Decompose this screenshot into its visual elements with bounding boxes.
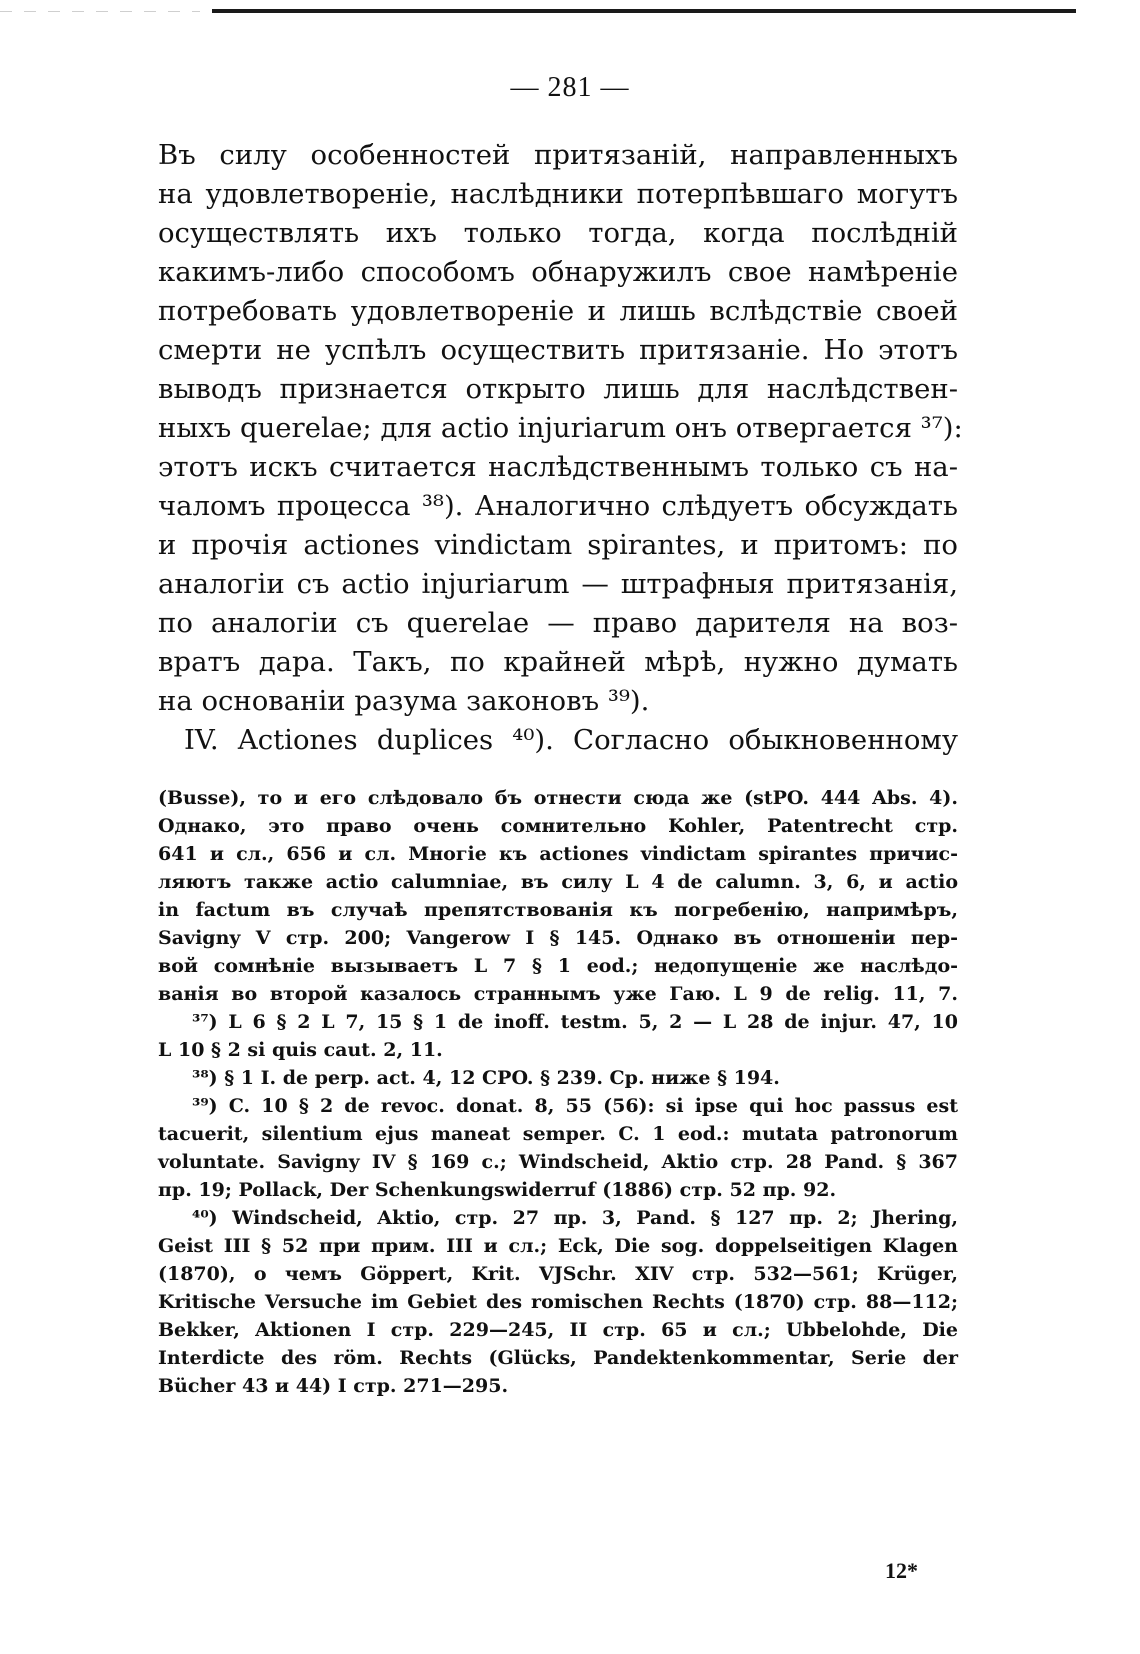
main-line: осуществлять ихъ только тогда, когда послѣдній xyxy=(158,217,958,249)
footnote-line: Savigny V стр. 200; Vangerow I § 145. Однако въ отношеніи пер- xyxy=(158,927,958,949)
main-line: какимъ-либо способомъ обнаружилъ свое намѣреніе xyxy=(158,256,958,288)
footnote-line: tacuerit, silentium ejus maneat semper. C. 1 eod.: mutata patronorum xyxy=(158,1123,958,1145)
footnote-37: ³⁷) L 6 § 2 L 7, 15 § 1 de inoff. testm. 5, 2 — L 28 de injur. 47, 10 xyxy=(192,1011,958,1033)
footnote-line: вой сомнѣніе вызываетъ L 7 § 1 eod.; недопущеніе же наслѣдо- xyxy=(158,955,958,977)
main-line: на основаніи разума законовъ ³⁹). xyxy=(158,685,650,717)
footnote-line: voluntate. Savigny IV § 169 c.; Windscheid, Aktio стр. 28 Pand. § 367 xyxy=(158,1151,958,1173)
footnote-line: Bekker, Aktionen I стр. 229—245, II стр. 65 и сл.; Ubbelohde, Die xyxy=(158,1319,958,1341)
footnotes xyxy=(158,784,958,1400)
footnote-line: Bücher 43 и 44) I стр. 271—295. xyxy=(158,1375,509,1397)
footnote-line: Kritische Versuche im Gebiet des romischen Rechts (1870) стр. 88—112; xyxy=(158,1291,958,1313)
footnote-40: ⁴⁰) Windscheid, Aktio, стр. 27 пр. 3, Pand. § 127 пр. 2; Jhering, xyxy=(192,1207,958,1229)
footnote-line: in factum въ случаѣ препятствованія къ погребенію, напримѣръ, xyxy=(158,899,958,921)
footnote-line: ванія во второй казалось страннымъ уже Гаю. L 9 de relig. 11, 7. xyxy=(158,983,958,1005)
main-line: этотъ искъ считается наслѣдственнымъ только съ на- xyxy=(158,451,958,483)
main-line: вратъ дара. Такъ, по крайней мѣрѣ, нужно думать xyxy=(158,646,958,678)
top-faint-rule xyxy=(0,11,200,12)
main-line: смерти не успѣлъ осуществить притязаніе. Но этотъ xyxy=(158,334,958,366)
footnote-line: пр. 19; Pollack, Der Schenkungswiderruf (1886) стр. 52 пр. 92. xyxy=(158,1179,837,1201)
footnote-line: (1870), о чемъ Göppert, Krit. VJSchr. XIV стр. 532—561; Krüger, xyxy=(158,1263,958,1285)
main-line: Въ силу особенностей притязаній, направленныхъ xyxy=(158,139,958,171)
main-text xyxy=(158,136,963,760)
main-line: по аналогіи съ querelae — право дарителя на воз- xyxy=(158,607,958,639)
main-line: выводъ признается открыто лишь для наслѣдствен- xyxy=(158,373,958,405)
footnote-38: ³⁸) § 1 I. de perp. act. 4, 12 CPO. § 239. Ср. ниже § 194. xyxy=(192,1067,780,1089)
main-line: потребовать удовлетвореніе и лишь вслѣдствіе своей xyxy=(158,295,958,327)
main-line: на удовлетвореніе, наслѣдники потерпѣвшаго могутъ xyxy=(158,178,958,210)
footnote-line: Geist III § 52 при прим. III и сл.; Eck, Die sog. doppelseitigen Klagen xyxy=(158,1235,958,1257)
footnote-line: Interdicte des röm. Rechts (Glücks, Pandektenkommentar, Serie der xyxy=(158,1347,958,1369)
page-number: — 281 — xyxy=(510,72,630,103)
footnote-line: L 10 § 2 si quis caut. 2, 11. xyxy=(158,1039,443,1061)
footnote-line: 641 и сл., 656 и сл. Многіе къ actiones vindictam spirantes причис- xyxy=(158,843,958,865)
main-line-section-heading: IV. Actiones duplices ⁴⁰). Согласно обыкновенному xyxy=(184,724,958,756)
main-line: чаломъ процесса ³⁸). Аналогично слѣдуетъ обсуждать xyxy=(158,490,958,522)
main-line: ныхъ querelae; для actio injuriarum онъ отвергается ³⁷): xyxy=(158,412,963,444)
footnote-line: Однако, это право очень сомнительно Kohler, Patentrecht стр. xyxy=(158,815,958,837)
footnote-line: ляютъ также actio calumniae, въ силу L 4 de calumn. 3, 6, и actio xyxy=(158,871,958,893)
footnote-39: ³⁹) C. 10 § 2 de revoc. donat. 8, 55 (56): si ipse qui hoc passus est xyxy=(192,1095,958,1117)
signature-mark: 12* xyxy=(885,1558,918,1583)
top-rule xyxy=(212,9,1076,13)
footnote-line: (Busse), то и его слѣдовало бъ отнести сюда же (stPO. 444 Abs. 4). xyxy=(158,787,958,809)
main-line: аналогіи съ actio injuriarum — штрафныя притязанія, xyxy=(158,568,958,600)
main-line: и прочія actiones vindictam spirantes, и притомъ: по xyxy=(158,529,958,561)
